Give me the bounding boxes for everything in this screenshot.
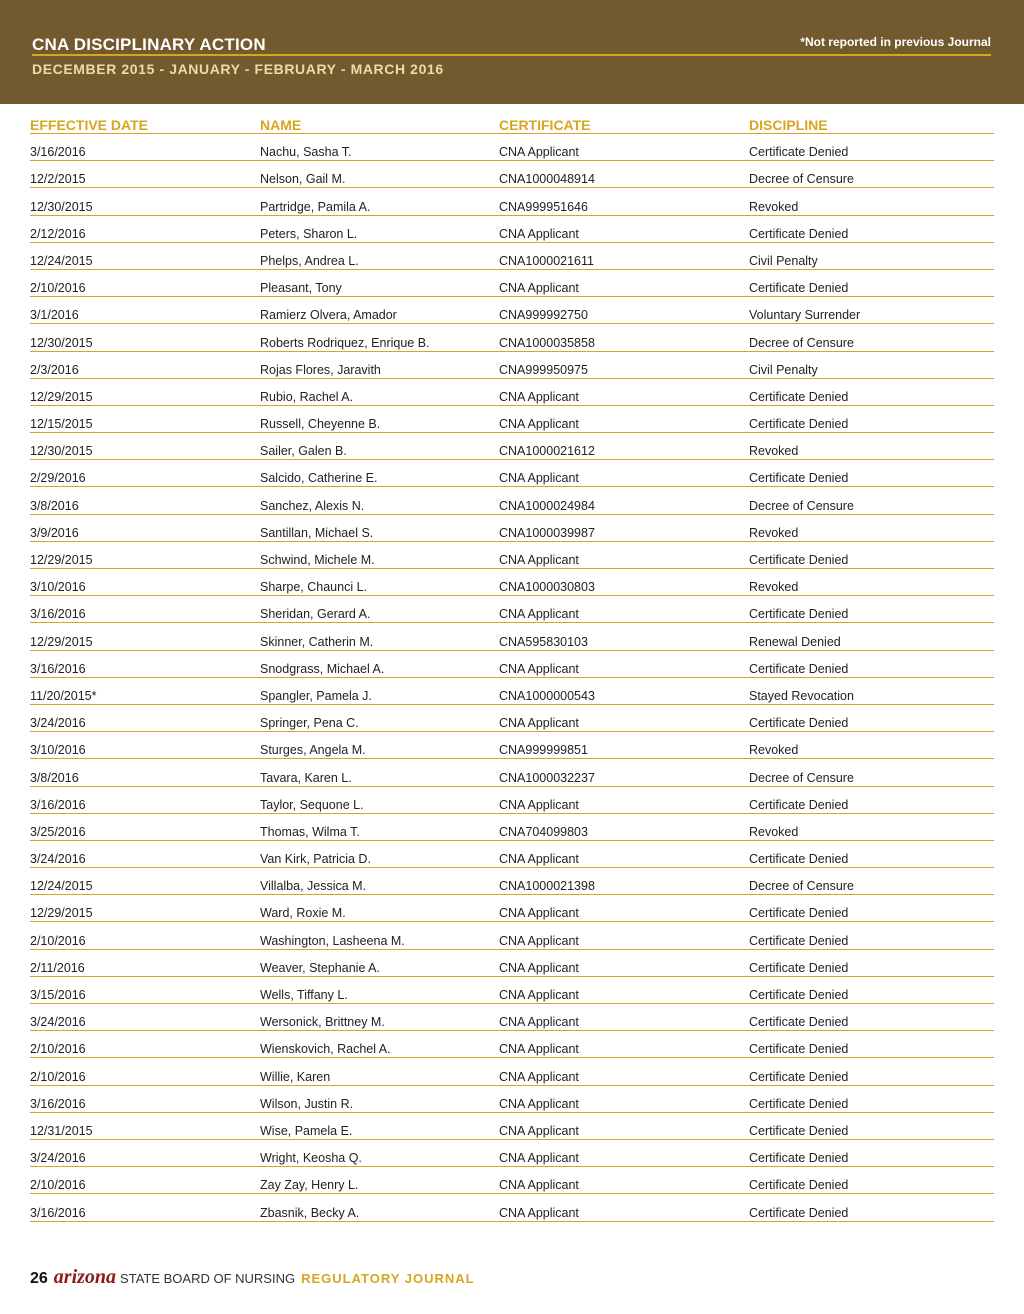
page-subtitle: DECEMBER 2015 - JANUARY - FEBRUARY - MARCH 2016 <box>32 61 444 77</box>
cell-effective-date: 2/3/2016 <box>30 362 79 377</box>
cell-effective-date: 12/30/2015 <box>30 335 93 350</box>
cell-certificate: CNA Applicant <box>499 1178 579 1193</box>
table-row <box>30 188 994 215</box>
cell-effective-date: 3/24/2016 <box>30 852 86 867</box>
column-header-name: NAME <box>260 117 302 133</box>
arizona-logo: arizona <box>53 1266 117 1288</box>
cell-effective-date: 11/20/2015* <box>30 688 97 703</box>
cell-discipline: Certificate Denied <box>749 1042 849 1057</box>
cell-name: Ramierz Olvera, Amador <box>260 308 397 323</box>
cell-discipline: Revoked <box>749 743 799 758</box>
cell-name: Skinner, Catherin M. <box>260 634 374 649</box>
cell-name: Van Kirk, Patricia D. <box>260 852 371 867</box>
cell-name: Weaver, Stephanie A. <box>260 960 380 975</box>
table-row <box>30 678 994 705</box>
cell-certificate: CNA999992750 <box>499 308 588 323</box>
cell-name: Santillan, Michael S. <box>260 525 374 540</box>
cell-certificate: CNA Applicant <box>499 389 579 404</box>
cell-effective-date: 2/10/2016 <box>30 281 86 296</box>
cell-discipline: Certificate Denied <box>749 797 849 812</box>
cell-certificate: CNA Applicant <box>499 716 579 731</box>
cell-discipline: Certificate Denied <box>749 1151 849 1166</box>
cell-certificate: CNA Applicant <box>499 607 579 622</box>
cell-discipline: Certificate Denied <box>749 1178 849 1193</box>
cell-certificate: CNA704099803 <box>499 824 588 839</box>
cell-name: Washington, Lasheena M. <box>260 933 405 948</box>
cell-discipline: Civil Penalty <box>749 362 818 377</box>
page-number: 26 <box>30 1270 48 1287</box>
cell-effective-date: 3/16/2016 <box>30 607 86 622</box>
cell-discipline: Certificate Denied <box>749 389 849 404</box>
cell-discipline: Decree of Censure <box>749 770 854 785</box>
table-row <box>30 705 994 732</box>
cell-discipline: Certificate Denied <box>749 607 849 622</box>
cell-certificate: CNA595830103 <box>499 634 588 649</box>
cell-effective-date: 3/24/2016 <box>30 716 86 731</box>
cell-name: Wells, Tiffany L. <box>260 988 348 1002</box>
table-row <box>30 352 994 379</box>
table-row <box>30 460 994 487</box>
table-row <box>30 950 994 977</box>
cell-certificate: CNA Applicant <box>499 1205 579 1220</box>
cell-certificate: CNA1000000543 <box>499 688 595 703</box>
table-row <box>30 270 994 297</box>
cell-name: Nachu, Sasha T. <box>260 145 352 160</box>
cell-certificate: CNA999951646 <box>499 199 588 214</box>
table-row <box>30 868 994 895</box>
discipline-table <box>30 116 994 1222</box>
cell-effective-date: 3/25/2016 <box>30 824 86 839</box>
cell-certificate: CNA Applicant <box>499 960 579 975</box>
cell-name: Partridge, Pamila A. <box>260 199 371 214</box>
cell-certificate: CNA Applicant <box>499 1123 579 1138</box>
cell-effective-date: 3/16/2016 <box>30 1096 86 1111</box>
table-header-row <box>30 116 994 134</box>
cell-discipline: Certificate Denied <box>749 226 849 241</box>
cell-discipline: Civil Penalty <box>749 253 818 268</box>
cell-certificate: CNA1000030803 <box>499 580 595 595</box>
table-row <box>30 651 994 678</box>
table-row <box>30 487 994 514</box>
table-row <box>30 134 994 161</box>
table-row <box>30 161 994 188</box>
cell-effective-date: 3/24/2016 <box>30 1015 86 1030</box>
table-row <box>30 569 994 596</box>
cell-name: Taylor, Sequone L. <box>260 797 364 812</box>
cell-certificate: CNA Applicant <box>499 906 579 921</box>
cell-effective-date: 3/16/2016 <box>30 1205 86 1220</box>
table-row <box>30 515 994 542</box>
cell-name: Spangler, Pamela J. <box>260 688 372 703</box>
board-name: STATE BOARD OF NURSING <box>120 1271 296 1286</box>
table-row <box>30 379 994 406</box>
cell-discipline: Certificate Denied <box>749 1205 849 1220</box>
table-row <box>30 1058 994 1085</box>
cell-certificate: CNA1000024984 <box>499 498 595 513</box>
table-row <box>30 1004 994 1031</box>
cell-certificate: CNA1000021398 <box>499 879 595 894</box>
cell-effective-date: 12/15/2015 <box>30 417 93 432</box>
cell-name: Pleasant, Tony <box>260 281 342 296</box>
cell-name: Phelps, Andrea L. <box>260 253 359 268</box>
cell-discipline: Revoked <box>749 444 799 459</box>
cell-name: Rubio, Rachel A. <box>260 389 354 404</box>
table-row <box>30 542 994 569</box>
cell-discipline: Certificate Denied <box>749 852 849 867</box>
table-row <box>30 297 994 324</box>
table-row <box>30 1086 994 1113</box>
cell-name: Nelson, Gail M. <box>260 172 346 187</box>
cell-name: Willie, Karen <box>260 1069 331 1084</box>
table-row <box>30 1140 994 1167</box>
cell-effective-date: 12/31/2015 <box>30 1123 93 1138</box>
cell-discipline: Certificate Denied <box>749 553 849 567</box>
cell-discipline: Certificate Denied <box>749 906 849 921</box>
cell-certificate: CNA1000032237 <box>499 770 595 785</box>
cell-certificate: CNA Applicant <box>499 852 579 867</box>
cell-discipline: Certificate Denied <box>749 281 849 296</box>
cell-name: Tavara, Karen L. <box>260 770 352 785</box>
cell-certificate: CNA Applicant <box>499 797 579 812</box>
cell-name: Sharpe, Chaunci L. <box>260 580 368 595</box>
header-banner <box>0 0 1024 104</box>
cell-certificate: CNA Applicant <box>499 933 579 948</box>
cell-name: Sanchez, Alexis N. <box>260 498 365 513</box>
cell-certificate: CNA Applicant <box>499 661 579 676</box>
cell-discipline: Certificate Denied <box>749 933 849 948</box>
cell-certificate: CNA1000039987 <box>499 525 595 540</box>
cell-name: Springer, Pena C. <box>260 716 359 731</box>
cell-discipline: Renewal Denied <box>749 634 841 649</box>
cell-name: Sailer, Galen B. <box>260 444 347 459</box>
cell-certificate: CNA Applicant <box>499 1042 579 1057</box>
cell-discipline: Certificate Denied <box>749 145 849 160</box>
cell-effective-date: 3/24/2016 <box>30 1151 86 1166</box>
cell-name: Salcido, Catherine E. <box>260 471 378 486</box>
table-row <box>30 406 994 433</box>
cell-effective-date: 3/16/2016 <box>30 797 86 812</box>
cell-discipline: Revoked <box>749 824 799 839</box>
cell-discipline: Certificate Denied <box>749 716 849 731</box>
cell-certificate: CNA Applicant <box>499 226 579 241</box>
table-row <box>30 324 994 351</box>
cell-name: Russell, Cheyenne B. <box>260 417 381 432</box>
cell-certificate: CNA1000035858 <box>499 335 595 350</box>
cell-effective-date: 12/30/2015 <box>30 199 93 214</box>
cell-name: Wright, Keosha Q. <box>260 1151 362 1166</box>
cell-effective-date: 12/30/2015 <box>30 444 93 459</box>
cell-effective-date: 12/24/2015 <box>30 879 93 894</box>
table-row <box>30 759 994 786</box>
cell-effective-date: 12/24/2015 <box>30 253 93 268</box>
cell-effective-date: 12/29/2015 <box>30 634 93 649</box>
cell-name: Sturges, Angela M. <box>260 743 366 758</box>
table-row <box>30 1031 994 1058</box>
column-header-certificate: CERTIFICATE <box>499 117 591 133</box>
cell-effective-date: 12/29/2015 <box>30 389 93 404</box>
cell-discipline: Certificate Denied <box>749 988 849 1002</box>
table-row <box>30 922 994 949</box>
cell-certificate: CNA999999851 <box>499 743 588 758</box>
cell-name: Sheridan, Gerard A. <box>260 607 371 622</box>
cell-effective-date: 12/29/2015 <box>30 906 93 921</box>
table-row <box>30 1113 994 1140</box>
cell-effective-date: 3/15/2016 <box>30 988 86 1002</box>
cell-effective-date: 12/29/2015 <box>30 553 93 567</box>
cell-name: Ward, Roxie M. <box>260 906 346 921</box>
table-row <box>30 596 994 623</box>
cell-effective-date: 2/12/2016 <box>30 226 86 241</box>
cell-discipline: Certificate Denied <box>749 1069 849 1084</box>
cell-certificate: CNA Applicant <box>499 988 579 1002</box>
cell-certificate: CNA999950975 <box>499 362 588 377</box>
cell-effective-date: 3/8/2016 <box>30 498 79 513</box>
cell-name: Villalba, Jessica M. <box>260 879 367 894</box>
cell-name: Wersonick, Brittney M. <box>260 1015 385 1030</box>
cell-effective-date: 2/10/2016 <box>30 933 86 948</box>
table-row <box>30 787 994 814</box>
cell-effective-date: 2/10/2016 <box>30 1178 86 1193</box>
cell-name: Wilson, Justin R. <box>260 1096 354 1111</box>
table-row <box>30 216 994 243</box>
cell-name: Schwind, Michele M. <box>260 553 375 567</box>
cell-effective-date: 3/16/2016 <box>30 661 86 676</box>
cell-certificate: CNA Applicant <box>499 417 579 432</box>
journal-name: REGULATORY JOURNAL <box>301 1271 475 1286</box>
cell-effective-date: 2/10/2016 <box>30 1069 86 1084</box>
cell-discipline: Certificate Denied <box>749 1096 849 1111</box>
cell-effective-date: 3/8/2016 <box>30 770 79 785</box>
cell-discipline: Decree of Censure <box>749 498 854 513</box>
cell-discipline: Certificate Denied <box>749 471 849 486</box>
table-body <box>30 134 994 1222</box>
cell-name: Wise, Pamela E. <box>260 1123 353 1138</box>
cell-name: Thomas, Wilma T. <box>260 824 360 839</box>
table-row <box>30 841 994 868</box>
page-title: CNA DISCIPLINARY ACTION <box>32 35 266 54</box>
table-row <box>30 732 994 759</box>
cell-effective-date: 12/2/2015 <box>30 172 86 187</box>
column-header-discipline: DISCIPLINE <box>749 117 828 133</box>
cell-certificate: CNA1000021611 <box>499 253 594 268</box>
page-footer <box>30 1266 475 1289</box>
cell-certificate: CNA Applicant <box>499 1096 579 1111</box>
header-divider <box>32 54 991 56</box>
cell-effective-date: 3/10/2016 <box>30 743 86 758</box>
cell-certificate: CNA Applicant <box>499 553 579 567</box>
cell-effective-date: 3/1/2016 <box>30 308 79 323</box>
cell-certificate: CNA1000021612 <box>499 444 595 459</box>
footnote-note: *Not reported in previous Journal <box>800 35 991 49</box>
cell-certificate: CNA Applicant <box>499 1069 579 1084</box>
table-row <box>30 623 994 650</box>
cell-discipline: Certificate Denied <box>749 1123 849 1138</box>
table-row <box>30 243 994 270</box>
cell-effective-date: 2/10/2016 <box>30 1042 86 1057</box>
table-row <box>30 1194 994 1221</box>
cell-effective-date: 2/29/2016 <box>30 471 86 486</box>
cell-discipline: Revoked <box>749 525 799 540</box>
cell-discipline: Certificate Denied <box>749 661 849 676</box>
table-row <box>30 895 994 922</box>
cell-name: Zbasnik, Becky A. <box>260 1205 360 1220</box>
table-row <box>30 433 994 460</box>
cell-certificate: CNA Applicant <box>499 1151 579 1166</box>
cell-discipline: Certificate Denied <box>749 1015 849 1030</box>
table-row <box>30 814 994 841</box>
cell-certificate: CNA Applicant <box>499 1015 579 1030</box>
cell-discipline: Revoked <box>749 199 799 214</box>
cell-name: Roberts Rodriquez, Enrique B. <box>260 335 430 350</box>
cell-discipline: Voluntary Surrender <box>749 308 861 323</box>
cell-name: Rojas Flores, Jaravith <box>260 362 381 377</box>
table-row <box>30 1167 994 1194</box>
cell-discipline: Revoked <box>749 580 799 595</box>
cell-name: Snodgrass, Michael A. <box>260 661 385 676</box>
cell-effective-date: 3/9/2016 <box>30 525 79 540</box>
cell-discipline: Decree of Censure <box>749 335 854 350</box>
cell-name: Peters, Sharon L. <box>260 226 358 241</box>
cell-name: Wienskovich, Rachel A. <box>260 1042 391 1057</box>
cell-effective-date: 3/10/2016 <box>30 580 86 595</box>
cell-discipline: Certificate Denied <box>749 960 849 975</box>
cell-discipline: Certificate Denied <box>749 417 849 432</box>
cell-name: Zay Zay, Henry L. <box>260 1178 359 1193</box>
cell-discipline: Decree of Censure <box>749 172 854 187</box>
cell-discipline: Decree of Censure <box>749 879 854 894</box>
cell-certificate: CNA Applicant <box>499 281 579 296</box>
cell-certificate: CNA Applicant <box>499 145 579 160</box>
table-row <box>30 977 994 1004</box>
cell-discipline: Stayed Revocation <box>749 688 854 703</box>
cell-effective-date: 3/16/2016 <box>30 145 86 160</box>
column-header-effective-date: EFFECTIVE DATE <box>30 117 148 133</box>
cell-certificate: CNA1000048914 <box>499 172 595 187</box>
cell-effective-date: 2/11/2016 <box>30 960 85 975</box>
cell-certificate: CNA Applicant <box>499 471 579 486</box>
